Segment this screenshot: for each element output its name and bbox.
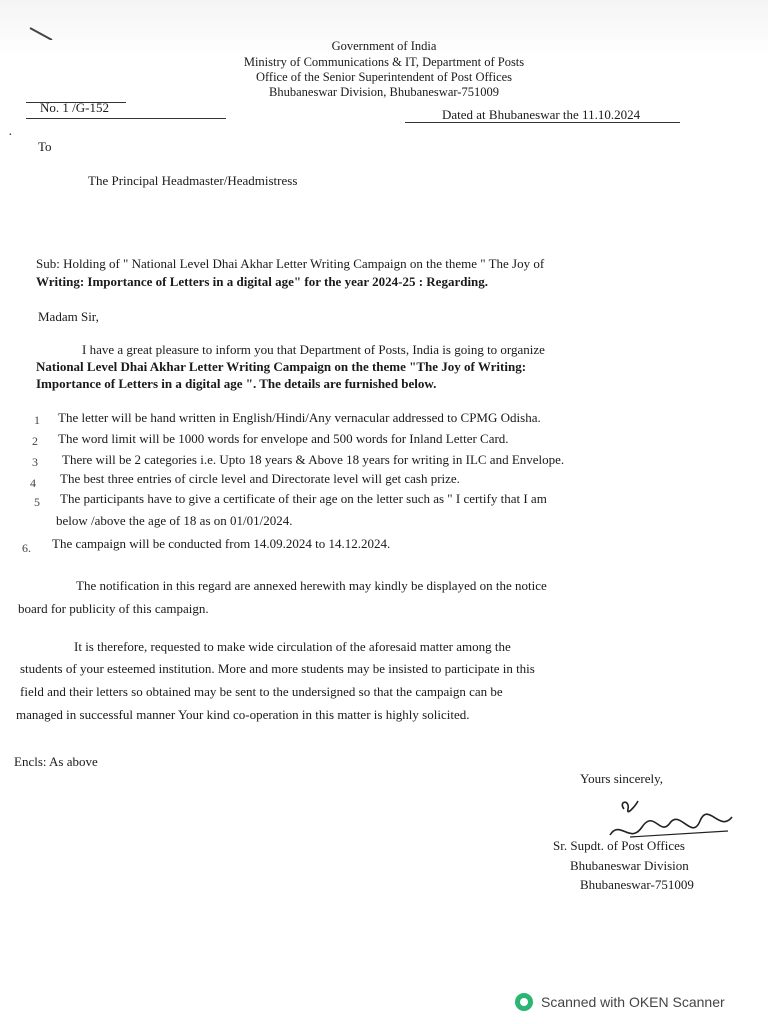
signatory-title: Sr. Supdt. of Post Offices (553, 838, 685, 853)
list-item-6: The campaign will be conducted from 14.09.2024 to 14.12.2024. (52, 536, 391, 551)
intro-line-3: Importance of Letters in a digital age ". The details are furnished below. (36, 376, 437, 391)
scanner-watermark (515, 991, 725, 1013)
list-item-5-line-2: below /above the age of 18 as on 01/01/2024. (56, 513, 293, 528)
date-line: Dated at Bhubaneswar the 11.10.2024 (442, 107, 641, 122)
salutation: Madam Sir, (38, 309, 99, 324)
list-item-3: There will be 2 categories i.e. Upto 18 years & Above 18 years for writing in ILC and Envelope. (62, 452, 565, 467)
list-number-2: 2 (32, 434, 38, 448)
intro-line-2: National Level Dhai Akhar Letter Writing Campaign on the theme "The Joy of Writing: (36, 359, 527, 374)
list-item-1: The letter will be hand written in English/Hindi/Any vernacular addressed to CPMG Odisha. (58, 410, 541, 425)
intro-line-1: I have a great pleasure to inform you that Department of Posts, India is going to organize (82, 342, 545, 357)
subject-line-1: Sub: Holding of " National Level Dhai Akhar Letter Writing Campaign on the theme " The Joy of (36, 256, 545, 271)
ref-underline (26, 118, 226, 119)
closing: Yours sincerely, (580, 771, 664, 786)
enclosure: Encls: As above (14, 754, 98, 769)
letterhead-line-4: Bhubaneswar Division, Bhubaneswar-751009 (269, 85, 499, 99)
list-item-2: The word limit will be 1000 words for envelope and 500 words for Inland Letter Card. (58, 431, 509, 446)
notification-line-2: board for publicity of this campaign. (18, 601, 209, 616)
signatory-division: Bhubaneswar Division (570, 858, 689, 873)
margin-mark: · (8, 128, 13, 143)
list-item-5-line-1: The participants have to give a certificate of their age on the letter such as " I certify that I am (60, 491, 547, 506)
subject-line-2: Writing: Importance of Letters in a digital age" for the year 2024-25 : Regarding. (36, 274, 489, 289)
list-number-4: 4 (30, 476, 36, 490)
letterhead-line-2: Ministry of Communications & IT, Department of Posts (243, 55, 525, 69)
list-number-6: 6. (22, 541, 31, 555)
letterhead-line-1: Government of India (331, 39, 437, 53)
request-line-1: It is therefore, requested to make wide circulation of the aforesaid matter among the (74, 639, 511, 654)
scanner-watermark-text: Scanned with OKEN Scanner (541, 994, 725, 1010)
list-item-4: The best three entries of circle level and Directorate level will get cash prize. (60, 471, 460, 486)
list-number-3: 3 (32, 455, 38, 469)
request-line-3: field and their letters so obtained may be sent to the undersigned so that the campaign can be (20, 684, 503, 699)
list-number-5: 5 (34, 495, 40, 509)
to-label: To (38, 139, 52, 154)
recipient: The Principal Headmaster/Headmistress (88, 173, 298, 188)
list-number-1: 1 (34, 413, 40, 427)
date-underline (405, 122, 680, 123)
letterhead-line-3: Office of the Senior Superintendent of Post Offices (255, 70, 513, 84)
scan-corner-mark (0, 0, 60, 40)
oken-scanner-logo-icon (515, 993, 533, 1011)
reference-number: No. 1 /G-152 (40, 100, 109, 115)
notification-line-1: The notification in this regard are annexed herewith may kindly be displayed on the notice (76, 578, 547, 593)
request-line-4: managed in successful manner Your kind co-operation in this matter is highly solicited. (16, 707, 470, 722)
signatory-location: Bhubaneswar-751009 (580, 877, 694, 892)
request-line-2: students of your esteemed institution. More and more students may be insisted to participate in this (20, 661, 535, 676)
